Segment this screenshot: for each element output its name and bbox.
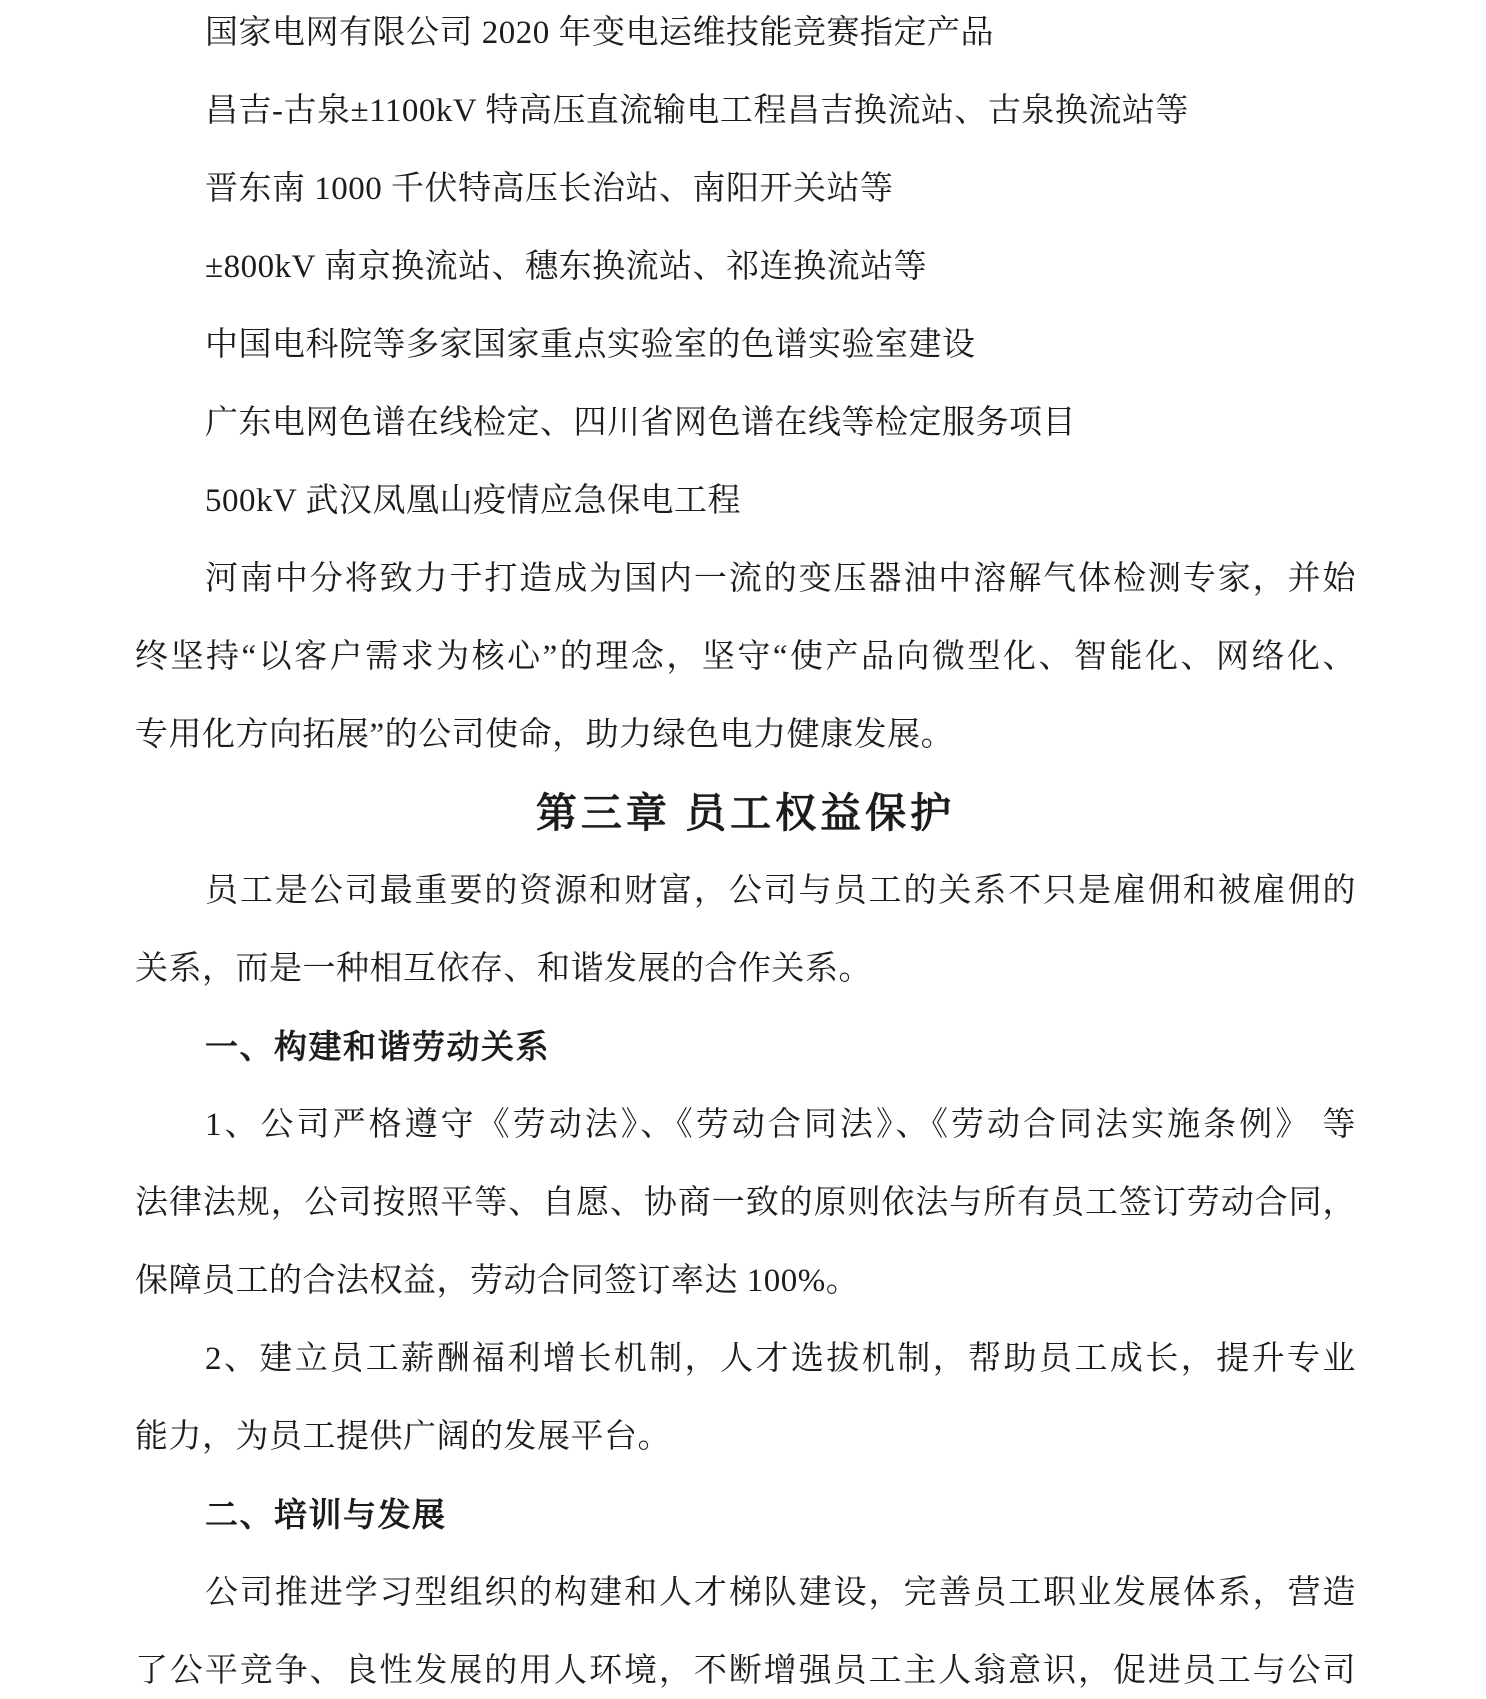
list-item: 中国电科院等多家国家重点实验室的色谱实验室建设 (205, 327, 976, 363)
paragraph-line: 法律法规，公司按照平等、自愿、协商一致的原则依法与所有员工签订劳动合同， (135, 1185, 1356, 1221)
list-item: 昌吉-古泉±1100kV 特高压直流输电工程昌吉换流站、古泉换流站等 (205, 93, 1189, 129)
paragraph-line: 保障员工的合法权益，劳动合同签订率达 100%。 (135, 1263, 860, 1299)
section-title: 二、培训与发展 (205, 1496, 447, 1533)
paragraph-line: 关系，而是一种相互依存、和谐发展的合作关系。 (135, 951, 872, 987)
paragraph-line: 1、公司严格遵守《劳动法》、《劳动合同法》、《劳动合同法实施条例》 等 (205, 1107, 1356, 1143)
section-title: 一、构建和谐劳动关系 (205, 1028, 550, 1065)
list-item: 国家电网有限公司 2020 年变电运维技能竞赛指定产品 (205, 15, 994, 51)
chapter-heading: 第三章 员工权益保护 (535, 790, 956, 836)
paragraph-line: 终坚持“以客户需求为核心”的理念，坚守“使产品向微型化、智能化、网络化、 (135, 639, 1356, 675)
list-item: 广东电网色谱在线检定、四川省网色谱在线等检定服务项目 (205, 405, 1076, 441)
paragraph-line: 公司推进学习型组织的构建和人才梯队建设，完善员工职业发展体系，营造 (205, 1575, 1356, 1611)
list-item: 晋东南 1000 千伏特高压长治站、南阳开关站等 (205, 171, 894, 207)
paragraph-line: 能力，为员工提供广阔的发展平台。 (135, 1419, 671, 1455)
paragraph-line: 了公平竞争、良性发展的用人环境，不断增强员工主人翁意识，促进员工与公司 (135, 1653, 1356, 1689)
paragraph-line: 2、建立员工薪酬福利增长机制，人才选拔机制，帮助员工成长，提升专业 (205, 1341, 1356, 1377)
list-item: 500kV 武汉凤凰山疫情应急保电工程 (205, 483, 741, 519)
list-item: ±800kV 南京换流站、穗东换流站、祁连换流站等 (205, 249, 928, 285)
paragraph-line: 河南中分将致力于打造成为国内一流的变压器油中溶解气体检测专家，并始 (205, 561, 1356, 597)
paragraph-line: 员工是公司最重要的资源和财富，公司与员工的关系不只是雇佣和被雇佣的 (205, 873, 1356, 909)
document-content (135, 0, 1356, 1699)
paragraph-line: 专用化方向拓展”的公司使命，助力绿色电力健康发展。 (135, 717, 955, 753)
